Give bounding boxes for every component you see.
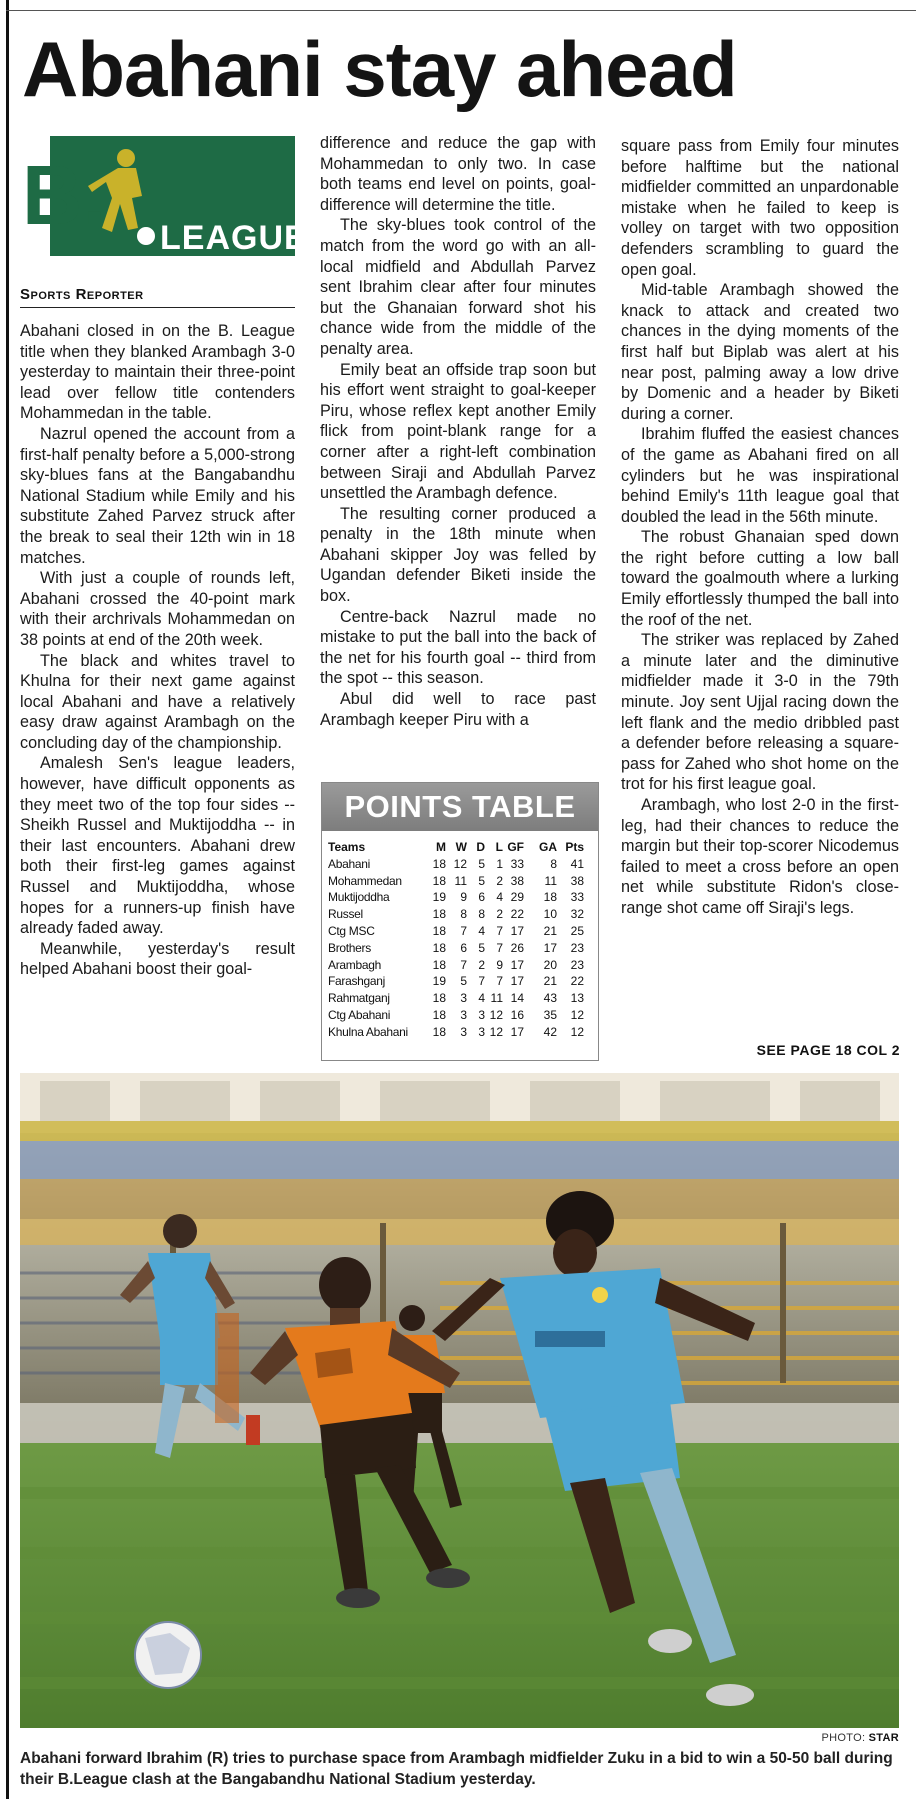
stat-cell: 7 xyxy=(460,957,467,972)
column-header: GA xyxy=(539,840,557,854)
stat-cell: 12 xyxy=(489,1007,503,1022)
column-header: L xyxy=(495,840,503,854)
stat-cell: 9 xyxy=(496,957,503,972)
stat-cell: 17 xyxy=(510,1024,524,1039)
team-name-cell: Arambagh xyxy=(328,957,381,972)
stat-cell: 16 xyxy=(510,1007,524,1022)
column-header: Teams xyxy=(328,840,366,854)
stat-cell: 3 xyxy=(478,1007,485,1022)
stat-cell: 35 xyxy=(543,1007,557,1022)
points-table-header-row xyxy=(328,839,584,856)
page-top-rule xyxy=(6,10,916,11)
stat-cell: 2 xyxy=(496,873,503,888)
stat-cell: 38 xyxy=(510,873,524,888)
stat-cell: 7 xyxy=(478,974,485,989)
b-league-logo-graphic xyxy=(20,136,295,261)
stat-cell: 26 xyxy=(510,940,524,955)
stat-cell: 17 xyxy=(543,940,557,955)
stat-cell: 43 xyxy=(543,991,557,1006)
article-paragraph: Nazrul opened the account from a first-half penalty before a 5,000-strong sky-blues fans at the Bangabandhu National Stadium while Emily and his substitute Zahed Parvez struck after the break to seal their 12th win in 18 matches. xyxy=(20,424,295,567)
points-table xyxy=(328,839,584,1041)
points-table-title: POINTS TABLE xyxy=(322,783,598,831)
stat-cell: 19 xyxy=(432,890,446,905)
stat-cell: 7 xyxy=(496,940,503,955)
column-header: Pts xyxy=(565,840,584,854)
table-row xyxy=(328,906,584,923)
article-paragraph: The robust Ghanaian sped down the right before cutting a low ball toward the goalmouth where a lurking Emily effortlessly thumped the ball into the roof of the net. xyxy=(621,528,899,629)
team-name-cell: Khulna Abahani xyxy=(328,1024,408,1039)
table-row xyxy=(328,973,584,990)
team-name-cell: Farashganj xyxy=(328,974,386,989)
team-name-cell: Muktijoddha xyxy=(328,890,390,905)
stat-cell: 33 xyxy=(570,890,584,905)
stat-cell: 18 xyxy=(432,873,446,888)
stat-cell: 5 xyxy=(460,974,467,989)
stat-cell: 8 xyxy=(478,907,485,922)
table-row xyxy=(328,923,584,940)
stat-cell: 6 xyxy=(460,940,467,955)
stat-cell: 18 xyxy=(432,957,446,972)
stat-cell: 25 xyxy=(570,923,584,938)
stat-cell: 12 xyxy=(453,856,467,871)
table-row xyxy=(328,856,584,873)
stat-cell: 18 xyxy=(432,856,446,871)
stat-cell: 3 xyxy=(478,1024,485,1039)
stat-cell: 4 xyxy=(478,923,485,938)
stat-cell: 11 xyxy=(490,991,503,1006)
team-name-cell: Ctg MSC xyxy=(328,923,375,938)
stat-cell: 18 xyxy=(543,890,557,905)
stat-cell: 18 xyxy=(432,1007,446,1022)
stat-cell: 11 xyxy=(544,873,557,888)
article-column-1 xyxy=(20,321,295,980)
stat-cell: 14 xyxy=(510,991,524,1006)
stat-cell: 12 xyxy=(570,1024,584,1039)
photo-credit-label: PHOTO: xyxy=(821,1732,866,1744)
column-header: GF xyxy=(507,840,524,854)
stat-cell: 9 xyxy=(460,890,467,905)
stat-cell: 18 xyxy=(432,940,446,955)
stat-cell: 2 xyxy=(478,957,485,972)
article-paragraph: Mid-table Arambagh showed the knack to attack and created two chances in the dying moments of the first half but Biplab was alert at his near post, palming away a low drive by Domenic and a header by Biketi during a corner. xyxy=(621,281,899,423)
table-row xyxy=(328,889,584,906)
stat-cell: 10 xyxy=(543,907,557,922)
b-league-logo xyxy=(20,136,295,261)
stat-cell: 42 xyxy=(543,1024,557,1039)
stat-cell: 29 xyxy=(510,890,524,905)
stat-cell: 23 xyxy=(570,957,584,972)
stat-cell: 11 xyxy=(454,873,467,888)
article-paragraph: The sky-blues took control of the match from the word go with an all-local midfield and Abdullah Parvez sent Ibrahim clear after four minutes but the Ghanaian forward shot his chance wide from the middle of the penalty area. xyxy=(320,216,596,358)
article-paragraph: Emily beat an offside trap soon but his effort went straight to goal-keeper Piru, whose reflex kept another Emily flick from point-blank range for a corner after a right-left combination between Siraji and Abdullah Parvez unsettled the Arambagh defence. xyxy=(320,360,596,503)
article-paragraph: The striker was replaced by Zahed a minute later and the diminutive midfielder made it 3-0 in the 79th minute. Joy sent Ujjal racing down the left flank and the medio dribbled past a defender before releasing a square-pass for Zahed who shot home on the trot for his first league goal. xyxy=(621,631,899,794)
points-table-box xyxy=(321,782,599,1061)
stat-cell: 12 xyxy=(489,1024,503,1039)
table-row xyxy=(328,873,584,890)
stat-cell: 41 xyxy=(570,856,584,871)
article-column-3 xyxy=(621,136,899,919)
stat-cell: 17 xyxy=(510,923,524,938)
photo-caption: Abahani forward Ibrahim (R) tries to purchase space from Arambagh midfielder Zuku in a bid to win a 50-50 ball during their B.League clash at the Bangabandhu National Stadium yesterday. xyxy=(20,1750,893,1788)
article-paragraph: Amalesh Sen's league leaders, however, have difficult opponents as they meet two of the top four sides -- Sheikh Russel and Muktijoddha -- in their last encounters. Abahani drew both their first-leg games against Russel and Muktijoddha, whose hopes for a runners-up finish have already faded away. xyxy=(20,754,295,938)
stat-cell: 18 xyxy=(432,991,446,1006)
stat-cell: 5 xyxy=(478,873,485,888)
stat-cell: 19 xyxy=(432,974,446,989)
stat-cell: 8 xyxy=(550,856,557,871)
headline: Abahani stay ahead xyxy=(22,25,737,113)
team-name-cell: Rahmatganj xyxy=(328,991,390,1006)
article-paragraph: difference and reduce the gap with Mohammedan to only two. In case both teams end level on points, goal-difference will determine the title. xyxy=(320,134,596,214)
match-photo-illustration xyxy=(20,1073,899,1728)
stat-cell: 38 xyxy=(570,873,584,888)
column-header: D xyxy=(476,840,485,854)
continued-jump-line: SEE PAGE 18 COL 2 xyxy=(756,1042,900,1058)
table-row xyxy=(328,990,584,1007)
stat-cell: 7 xyxy=(496,923,503,938)
stat-cell: 7 xyxy=(496,974,503,989)
stat-cell: 21 xyxy=(543,974,557,989)
stat-cell: 4 xyxy=(496,890,503,905)
column-header: M xyxy=(436,840,446,854)
stat-cell: 5 xyxy=(478,856,485,871)
table-row xyxy=(328,940,584,957)
stat-cell: 12 xyxy=(570,1007,584,1022)
article-paragraph: The black and whites travel to Khulna for their next game against local Abahani and have a relatively easy draw against Arambagh on the concluding day of the championship. xyxy=(20,651,295,752)
stat-cell: 18 xyxy=(432,923,446,938)
stat-cell: 2 xyxy=(496,907,503,922)
article-paragraph: Arambagh, who lost 2-0 in the first-leg, had their chances to reduce the margin but their top-scorer Nicodemus failed to meet a cross before an open net while substitute Ridon's close-range shot came off Siraji's legs. xyxy=(621,796,899,917)
football-icon xyxy=(135,1622,201,1688)
logo-letter: B. xyxy=(22,148,106,242)
stat-cell: 17 xyxy=(510,974,524,989)
team-name-cell: Russel xyxy=(328,907,363,922)
article-paragraph: With just a couple of rounds left, Abahani crossed the 40-point mark with their archrivals Mohammedan on 38 points at end of the 20th week. xyxy=(20,569,295,649)
table-row xyxy=(328,1024,584,1041)
article-paragraph: Meanwhile, yesterday's result helped Abahani boost their goal- xyxy=(20,939,295,979)
article-paragraph: Abul did well to race past Arambagh keeper Piru with a xyxy=(320,690,596,729)
stat-cell: 5 xyxy=(478,940,485,955)
stat-cell: 21 xyxy=(543,923,557,938)
stat-cell: 18 xyxy=(432,1024,446,1039)
team-name-cell: Mohammedan xyxy=(328,873,402,888)
photo-credit-source: STAR xyxy=(868,1732,899,1744)
stat-cell: 3 xyxy=(460,1007,467,1022)
stat-cell: 18 xyxy=(432,907,446,922)
article-paragraph: The resulting corner produced a penalty in the 18th minute when Abahani skipper Joy was felled by Ugandan defender Biketi inside the box. xyxy=(320,504,596,606)
team-name-cell: Brothers xyxy=(328,940,371,955)
article-paragraph: Ibrahim fluffed the easiest chances of the game as Abahani fired on all cylinders but he was inspirational behind Emily's 11th league goal that doubled the lead in the 56th minute. xyxy=(621,425,899,526)
article-paragraph: square pass from Emily four minutes before halftime but the national midfielder committed an unpardonable mistake when he failed to keep is volley on target with two opposition defenders scrambling to guard the open goal. xyxy=(621,137,899,279)
match-photo xyxy=(20,1073,899,1728)
stat-cell: 3 xyxy=(460,991,467,1006)
stat-cell: 4 xyxy=(478,991,485,1006)
page-frame-left-rule xyxy=(6,0,9,1799)
stat-cell: 6 xyxy=(478,890,485,905)
stat-cell: 22 xyxy=(510,907,524,922)
byline: Sports Reporter xyxy=(20,286,295,308)
stat-cell: 32 xyxy=(570,907,584,922)
team-name-cell: Ctg Abahani xyxy=(328,1007,391,1022)
points-table-body xyxy=(328,856,584,1041)
article-paragraph: Abahani closed in on the B. League title when they blanked Arambagh 3-0 yesterday to maintain their three-point lead over fellow title contenders Mohammedan in the table. xyxy=(20,322,295,423)
article-column-2 xyxy=(320,133,596,730)
stat-cell: 22 xyxy=(570,974,584,989)
stat-cell: 17 xyxy=(510,957,524,972)
stat-cell: 3 xyxy=(460,1024,467,1039)
stat-cell: 20 xyxy=(543,957,557,972)
stat-cell: 13 xyxy=(570,991,584,1006)
stat-cell: 7 xyxy=(460,923,467,938)
table-row xyxy=(328,957,584,974)
stat-cell: 1 xyxy=(496,856,503,871)
article-paragraph: Centre-back Nazrul made no mistake to put the ball into the back of the net for his fourth goal -- third from the spot -- this season. xyxy=(320,607,596,688)
team-name-cell: Abahani xyxy=(328,856,370,871)
photo-credit xyxy=(822,1732,899,1744)
table-row xyxy=(328,1007,584,1024)
stat-cell: 23 xyxy=(570,940,584,955)
column-header: W xyxy=(455,840,467,854)
logo-word: LEAGUE xyxy=(160,219,295,257)
stat-cell: 8 xyxy=(460,907,467,922)
stat-cell: 33 xyxy=(510,856,524,871)
